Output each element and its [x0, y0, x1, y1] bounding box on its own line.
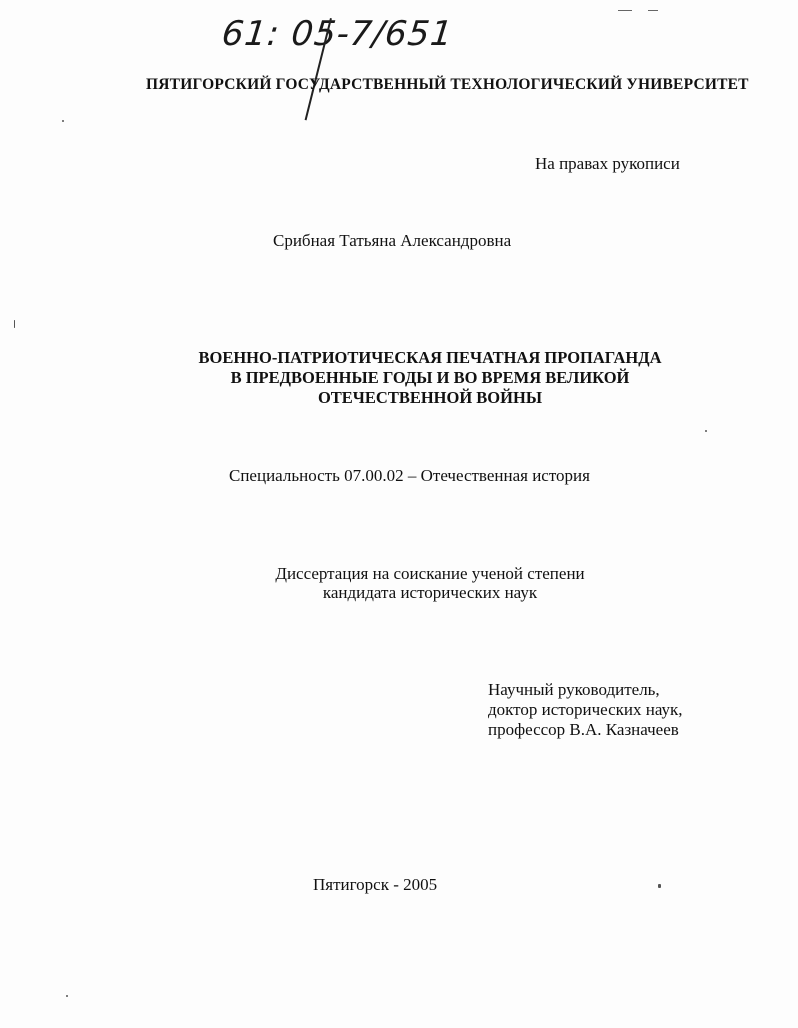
archive-code-handwritten: 61: 05-7/651 [219, 14, 456, 54]
title-line-2: В ПРЕДВОЕННЫЕ ГОДЫ И ВО ВРЕМЯ ВЕЛИКОЙ [230, 368, 630, 387]
supervisor-line-1: Научный руководитель, [488, 680, 660, 699]
dissertation-title [150, 348, 710, 408]
manuscript-note: На правах рукописи [535, 154, 680, 173]
supervisor-line-3: профессор В.А. Казначеев [488, 720, 679, 739]
degree-line-2: кандидата исторических наук [322, 583, 538, 602]
scan-mark [618, 10, 632, 11]
scan-speck [62, 120, 64, 122]
degree-statement [230, 564, 630, 602]
city-year: Пятигорск - 2005 [313, 875, 438, 894]
degree-line-1: Диссертация на соискание ученой степени [275, 564, 585, 583]
scan-speck [658, 884, 661, 888]
specialty-line: Специальность 07.00.02 – Отечественная история [229, 466, 590, 485]
supervisor-line-2: доктор исторических наук, [488, 700, 683, 719]
university-name: ПЯТИГОРСКИЙ ГОСУДАРСТВЕННЫЙ ТЕХНОЛОГИЧЕСКИЙ УНИВЕРСИТЕТ [146, 76, 749, 93]
supervisor-block [488, 680, 683, 740]
scan-mark [648, 10, 658, 11]
author-name: Срибная Татьяна Александровна [273, 231, 512, 250]
scan-speck [66, 995, 68, 997]
scan-speck [14, 320, 15, 328]
title-line-1: ВОЕННО-ПАТРИОТИЧЕСКАЯ ПЕЧАТНАЯ ПРОПАГАНДА [198, 348, 662, 367]
title-line-3: ОТЕЧЕСТВЕННОЙ ВОЙНЫ [317, 388, 543, 407]
scan-speck [705, 430, 707, 432]
